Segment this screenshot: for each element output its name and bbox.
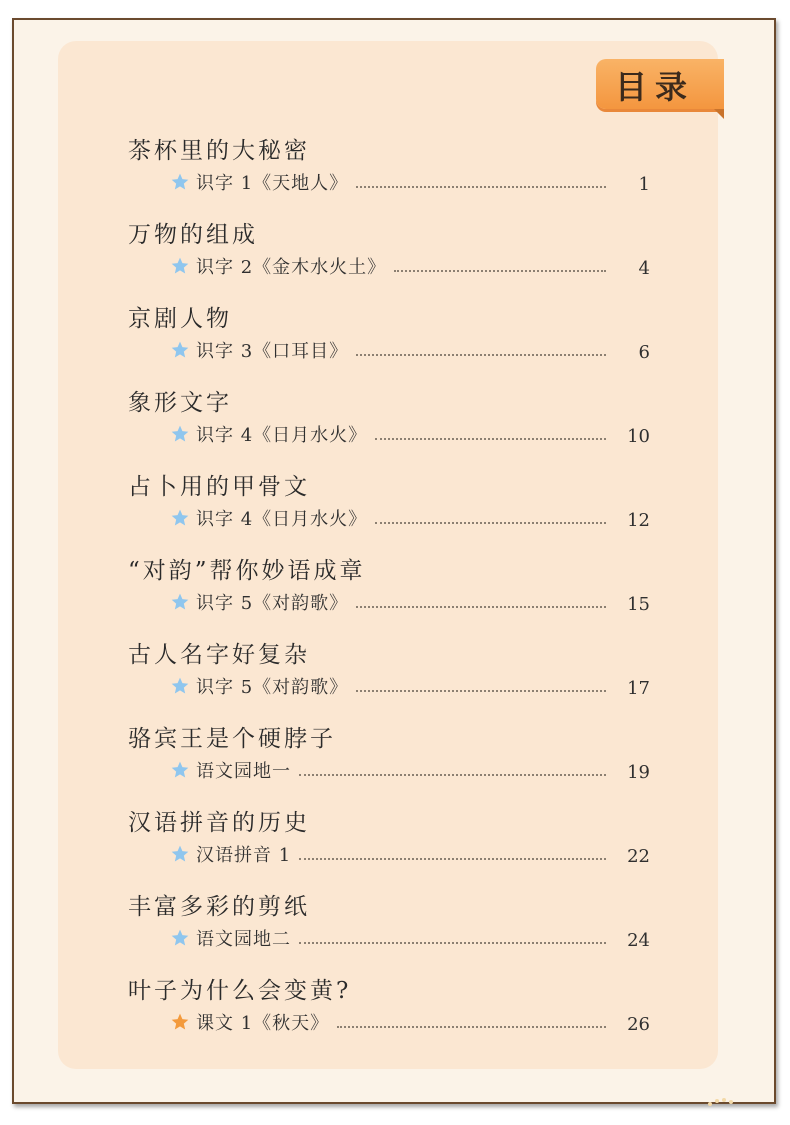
chapter-title[interactable]: “对韵”帮你妙语成章 [128, 558, 366, 584]
lesson-label: 汉语拼音 1 [196, 845, 292, 866]
lesson-label: 识字 4《日月水火》 [196, 425, 368, 446]
lesson-label: 识字 5《对韵歌》 [196, 593, 349, 614]
dotted-leader [356, 354, 606, 356]
lesson-label: 识字 4《日月水火》 [196, 509, 368, 530]
toc-sub-entry[interactable] [170, 673, 650, 699]
toc-sub-entry[interactable] [170, 505, 650, 531]
toc-title: 目录 [614, 68, 695, 106]
chapter-title[interactable]: 丰富多彩的剪纸 [128, 894, 310, 920]
toc-sub-entry[interactable] [170, 757, 650, 783]
page-number: 4 [638, 258, 650, 279]
toc-sub-entry[interactable] [170, 589, 650, 615]
dotted-leader [337, 1026, 606, 1028]
lesson-label: 课文 1《秋天》 [196, 1013, 330, 1034]
toc-sub-entry[interactable] [170, 925, 650, 951]
dotted-leader [299, 858, 606, 860]
chapter-title[interactable]: 汉语拼音的历史 [128, 810, 310, 836]
page-number: 17 [627, 678, 650, 699]
toc-sub-entry[interactable] [170, 1009, 650, 1035]
star-icon [170, 760, 190, 780]
star-icon [170, 424, 190, 444]
star-icon [170, 928, 190, 948]
page-number: 6 [638, 342, 650, 363]
star-icon [170, 676, 190, 696]
lesson-label: 语文园地一 [196, 761, 291, 782]
toc-sub-entry[interactable] [170, 841, 650, 867]
decorative-dots-icon [706, 1096, 736, 1108]
star-icon [170, 592, 190, 612]
dotted-leader [356, 690, 606, 692]
toc-entry[interactable] [0, 468, 790, 552]
toc-sub-entry[interactable] [170, 337, 650, 363]
toc-entry[interactable] [0, 720, 790, 804]
lesson-label: 识字 3《口耳目》 [196, 341, 349, 362]
toc-entry[interactable] [0, 300, 790, 384]
toc-sub-entry[interactable] [170, 169, 650, 195]
page-number: 26 [627, 1014, 650, 1035]
star-icon [170, 1012, 190, 1032]
lesson-label: 识字 1《天地人》 [196, 173, 349, 194]
page-number: 15 [627, 594, 650, 615]
chapter-title[interactable]: 万物的组成 [128, 222, 258, 248]
toc-sub-entry[interactable] [170, 253, 650, 279]
dotted-leader [299, 774, 606, 776]
star-icon [170, 340, 190, 360]
page-number: 19 [627, 762, 650, 783]
dotted-leader [356, 186, 606, 188]
toc-entry[interactable] [0, 132, 790, 216]
toc-entry[interactable] [0, 216, 790, 300]
dotted-leader [356, 606, 606, 608]
page-number: 12 [627, 510, 650, 531]
dotted-leader [394, 270, 606, 272]
page-number: 22 [627, 846, 650, 867]
dotted-leader [375, 438, 606, 440]
chapter-title[interactable]: 骆宾王是个硬脖子 [128, 726, 336, 752]
star-icon [170, 844, 190, 864]
lesson-label: 语文园地二 [196, 929, 291, 950]
page-number: 1 [638, 174, 650, 195]
dotted-leader [299, 942, 606, 944]
lesson-label: 识字 2《金木水火土》 [196, 257, 387, 278]
toc-entry[interactable] [0, 552, 790, 636]
toc-entry[interactable] [0, 804, 790, 888]
star-icon [170, 256, 190, 276]
toc-entry[interactable] [0, 888, 790, 972]
chapter-title[interactable]: 古人名字好复杂 [128, 642, 310, 668]
toc-sub-entry[interactable] [170, 421, 650, 447]
star-icon [170, 172, 190, 192]
chapter-title[interactable]: 茶杯里的大秘密 [128, 138, 310, 164]
toc-entry[interactable] [0, 384, 790, 468]
toc-entry[interactable] [0, 972, 790, 1056]
dotted-leader [375, 522, 606, 524]
lesson-label: 识字 5《对韵歌》 [196, 677, 349, 698]
chapter-title[interactable]: 占卜用的甲骨文 [128, 474, 310, 500]
page-number: 10 [627, 426, 650, 447]
chapter-title[interactable]: 京剧人物 [128, 306, 232, 332]
star-icon [170, 508, 190, 528]
toc-entry[interactable] [0, 636, 790, 720]
page-number: 24 [627, 930, 650, 951]
chapter-title[interactable]: 象形文字 [128, 390, 232, 416]
chapter-title[interactable]: 叶子为什么会变黄? [128, 978, 352, 1004]
